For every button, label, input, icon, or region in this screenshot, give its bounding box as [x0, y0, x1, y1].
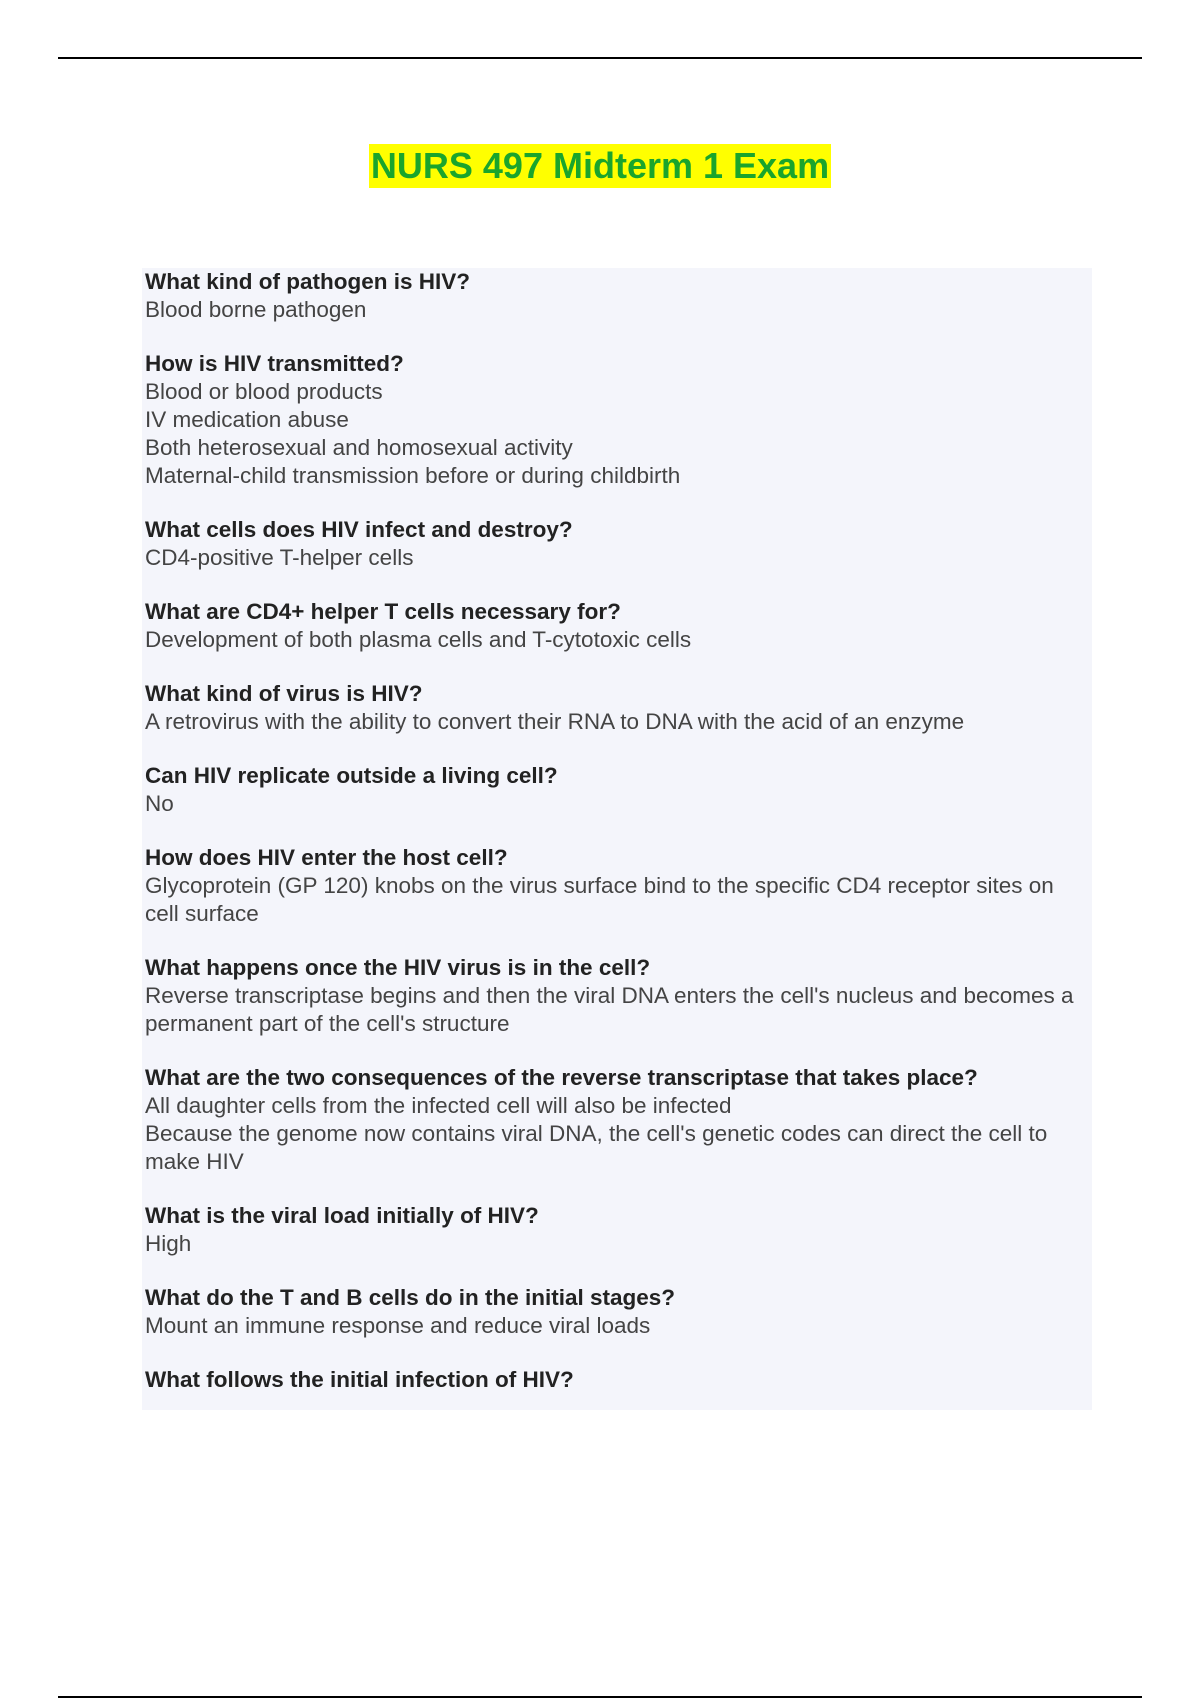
- question: What cells does HIV infect and destroy?: [145, 517, 573, 542]
- answer: Blood borne pathogen: [145, 297, 367, 322]
- question: How is HIV transmitted?: [145, 351, 404, 376]
- answer: No: [145, 791, 174, 816]
- top-rule: [58, 57, 1142, 59]
- answer: Both heterosexual and homosexual activity: [145, 435, 573, 460]
- answer: CD4-positive T-helper cells: [145, 545, 414, 570]
- question: What are the two consequences of the reverse transcriptase that takes place?: [145, 1065, 978, 1090]
- answer: Maternal-child transmission before or during childbirth: [145, 463, 681, 488]
- question: What kind of virus is HIV?: [145, 681, 423, 706]
- qa-item: [145, 516, 1088, 572]
- qa-item: [145, 844, 1088, 928]
- qa-item: [145, 1366, 1088, 1394]
- qa-item: [145, 954, 1088, 1038]
- answer: Development of both plasma cells and T-cytotoxic cells: [145, 627, 692, 652]
- qa-item: [145, 1284, 1088, 1340]
- qa-item: [145, 1064, 1088, 1176]
- question: What is the viral load initially of HIV?: [145, 1203, 539, 1228]
- answer: Because the genome now contains viral DNA, the cell's genetic codes can direct the cell to make HIV: [145, 1121, 1048, 1174]
- question: What follows the initial infection of HIV?: [145, 1367, 574, 1392]
- answer: All daughter cells from the infected cell will also be infected: [145, 1093, 732, 1118]
- qa-panel: [142, 268, 1092, 1410]
- qa-item: [145, 598, 1088, 654]
- answer: Mount an immune response and reduce viral loads: [145, 1313, 651, 1338]
- qa-item: [145, 1202, 1088, 1258]
- qa-item: [145, 268, 1088, 324]
- question: What happens once the HIV virus is in the cell?: [145, 955, 651, 980]
- document-title: NURS 497 Midterm 1 Exam: [370, 145, 830, 186]
- qa-item: [145, 350, 1088, 490]
- question: What kind of pathogen is HIV?: [145, 269, 470, 294]
- qa-item: [145, 762, 1088, 818]
- answer: A retrovirus with the ability to convert their RNA to DNA with the acid of an enzyme: [145, 709, 965, 734]
- question: How does HIV enter the host cell?: [145, 845, 508, 870]
- qa-item: [145, 680, 1088, 736]
- answer: IV medication abuse: [145, 407, 349, 432]
- question: What are CD4+ helper T cells necessary for?: [145, 599, 621, 624]
- question: What do the T and B cells do in the initial stages?: [145, 1285, 676, 1310]
- answer: Reverse transcriptase begins and then the viral DNA enters the cell's nucleus and becomes a permanent part of the cell's structure: [145, 983, 1074, 1036]
- answer: High: [145, 1231, 192, 1256]
- bottom-rule: [58, 1696, 1142, 1698]
- question: Can HIV replicate outside a living cell?: [145, 763, 558, 788]
- answer: Glycoprotein (GP 120) knobs on the virus surface bind to the specific CD4 receptor sites on cell surface: [145, 873, 1054, 926]
- answer: Blood or blood products: [145, 379, 383, 404]
- title-container: [0, 144, 1200, 188]
